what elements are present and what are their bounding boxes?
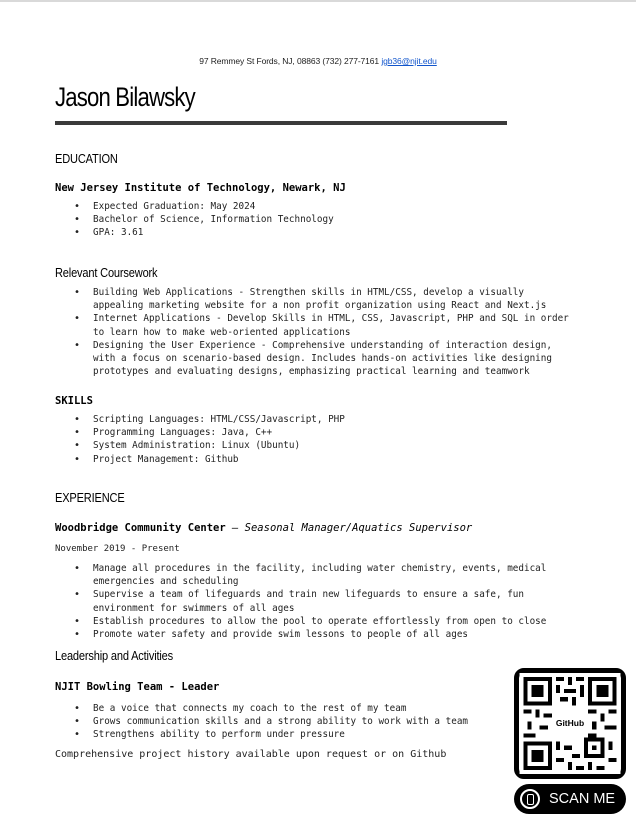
list-item: • GPA: 3.61 — [55, 226, 575, 239]
email-link[interactable]: jgb36@njit.edu — [381, 56, 437, 66]
line: Designing the User Experience - Comprehensive understanding of interaction design, — [93, 339, 552, 351]
leadership-heading: Leadership and Activities — [55, 648, 174, 663]
role-title: Seasonal Manager/Aquatics Supervisor — [244, 522, 473, 534]
skills-heading: SKILLS — [55, 395, 93, 407]
candidate-name: Jason Bilawsky — [55, 82, 195, 112]
education-list — [55, 200, 575, 240]
list-item — [55, 588, 575, 614]
leadership-list — [55, 702, 575, 742]
line: emergencies and scheduling — [93, 576, 239, 588]
org-name: Woodbridge Community Center — [55, 522, 226, 534]
experience-dates: November 2019 - Present — [55, 544, 180, 554]
phone-icon — [520, 789, 540, 809]
skills-list — [55, 413, 575, 466]
coursework-heading: Relevant Coursework — [55, 265, 158, 280]
address-phone: 97 Remmey St Fords, NJ, 08863 (732) 277-7161 — [199, 56, 380, 66]
qr-code[interactable] — [514, 668, 626, 779]
experience-heading: EXPERIENCE — [55, 490, 125, 505]
line: Manage all procedures in the facility, including water chemistry, events, medical — [93, 563, 547, 574]
top-border — [0, 0, 636, 2]
list-item: • Strengthens ability to perform under pressure — [55, 728, 575, 741]
contact-line — [0, 56, 636, 66]
list-item — [55, 562, 575, 588]
school-name: New Jersey Institute of Technology, Newark, NJ — [55, 182, 346, 194]
line: with a focus on scenario-based design. Includes hands-on activities like designing — [93, 353, 552, 365]
line: Building Web Applications - Strengthen skills in HTML/CSS, develop a visually — [93, 287, 524, 298]
line: to learn how to make web-oriented applications — [93, 326, 351, 338]
leadership-org: NJIT Bowling Team - Leader — [55, 681, 220, 693]
line: environment for swimmers of all ages — [93, 602, 295, 614]
education-heading: EDUCATION — [55, 151, 118, 166]
scan-me-label: SCAN ME — [549, 791, 616, 807]
list-item: • System Administration: Linux (Ubuntu) — [55, 439, 575, 452]
list-item — [55, 286, 575, 312]
list-item: • Programming Languages: Java, C++ — [55, 426, 575, 439]
line: Supervise a team of lifeguards and train new lifeguards to ensure a safe, fun — [93, 589, 524, 601]
dash: — — [225, 522, 245, 534]
line: appealing marketing website for a non profit organization using React and Next.js — [93, 300, 547, 312]
experience-list — [55, 562, 575, 641]
list-item — [55, 339, 575, 379]
closing-note: Comprehensive project history available upon request or on Github — [55, 749, 447, 760]
qr-center-label: GitHub — [555, 718, 585, 728]
list-item: • Bachelor of Science, Information Technology — [55, 213, 575, 226]
list-item: • Grows communication skills and a strong ability to work with a team — [55, 715, 575, 728]
scan-me-button[interactable] — [514, 784, 626, 814]
list-item: • Be a voice that connects my coach to the rest of my team — [55, 702, 575, 715]
header-rule — [55, 121, 507, 125]
list-item: • Establish procedures to allow the pool to operate effortlessly from open to close — [55, 615, 575, 628]
list-item — [55, 312, 575, 338]
line: prototypes and evaluating designs, emphasizing practical learning and teamwork — [93, 366, 530, 378]
coursework-list — [55, 286, 575, 378]
list-item: • Scripting Languages: HTML/CSS/Javascript, PHP — [55, 413, 575, 426]
line: Internet Applications - Develop Skills in HTML, CSS, Javascript, PHP and SQL in order — [93, 313, 569, 325]
list-item: • Project Management: Github — [55, 453, 575, 466]
experience-org — [55, 522, 472, 534]
list-item: • Promote water safety and provide swim lessons to people of all ages — [55, 628, 575, 641]
list-item: • Expected Graduation: May 2024 — [55, 200, 575, 213]
